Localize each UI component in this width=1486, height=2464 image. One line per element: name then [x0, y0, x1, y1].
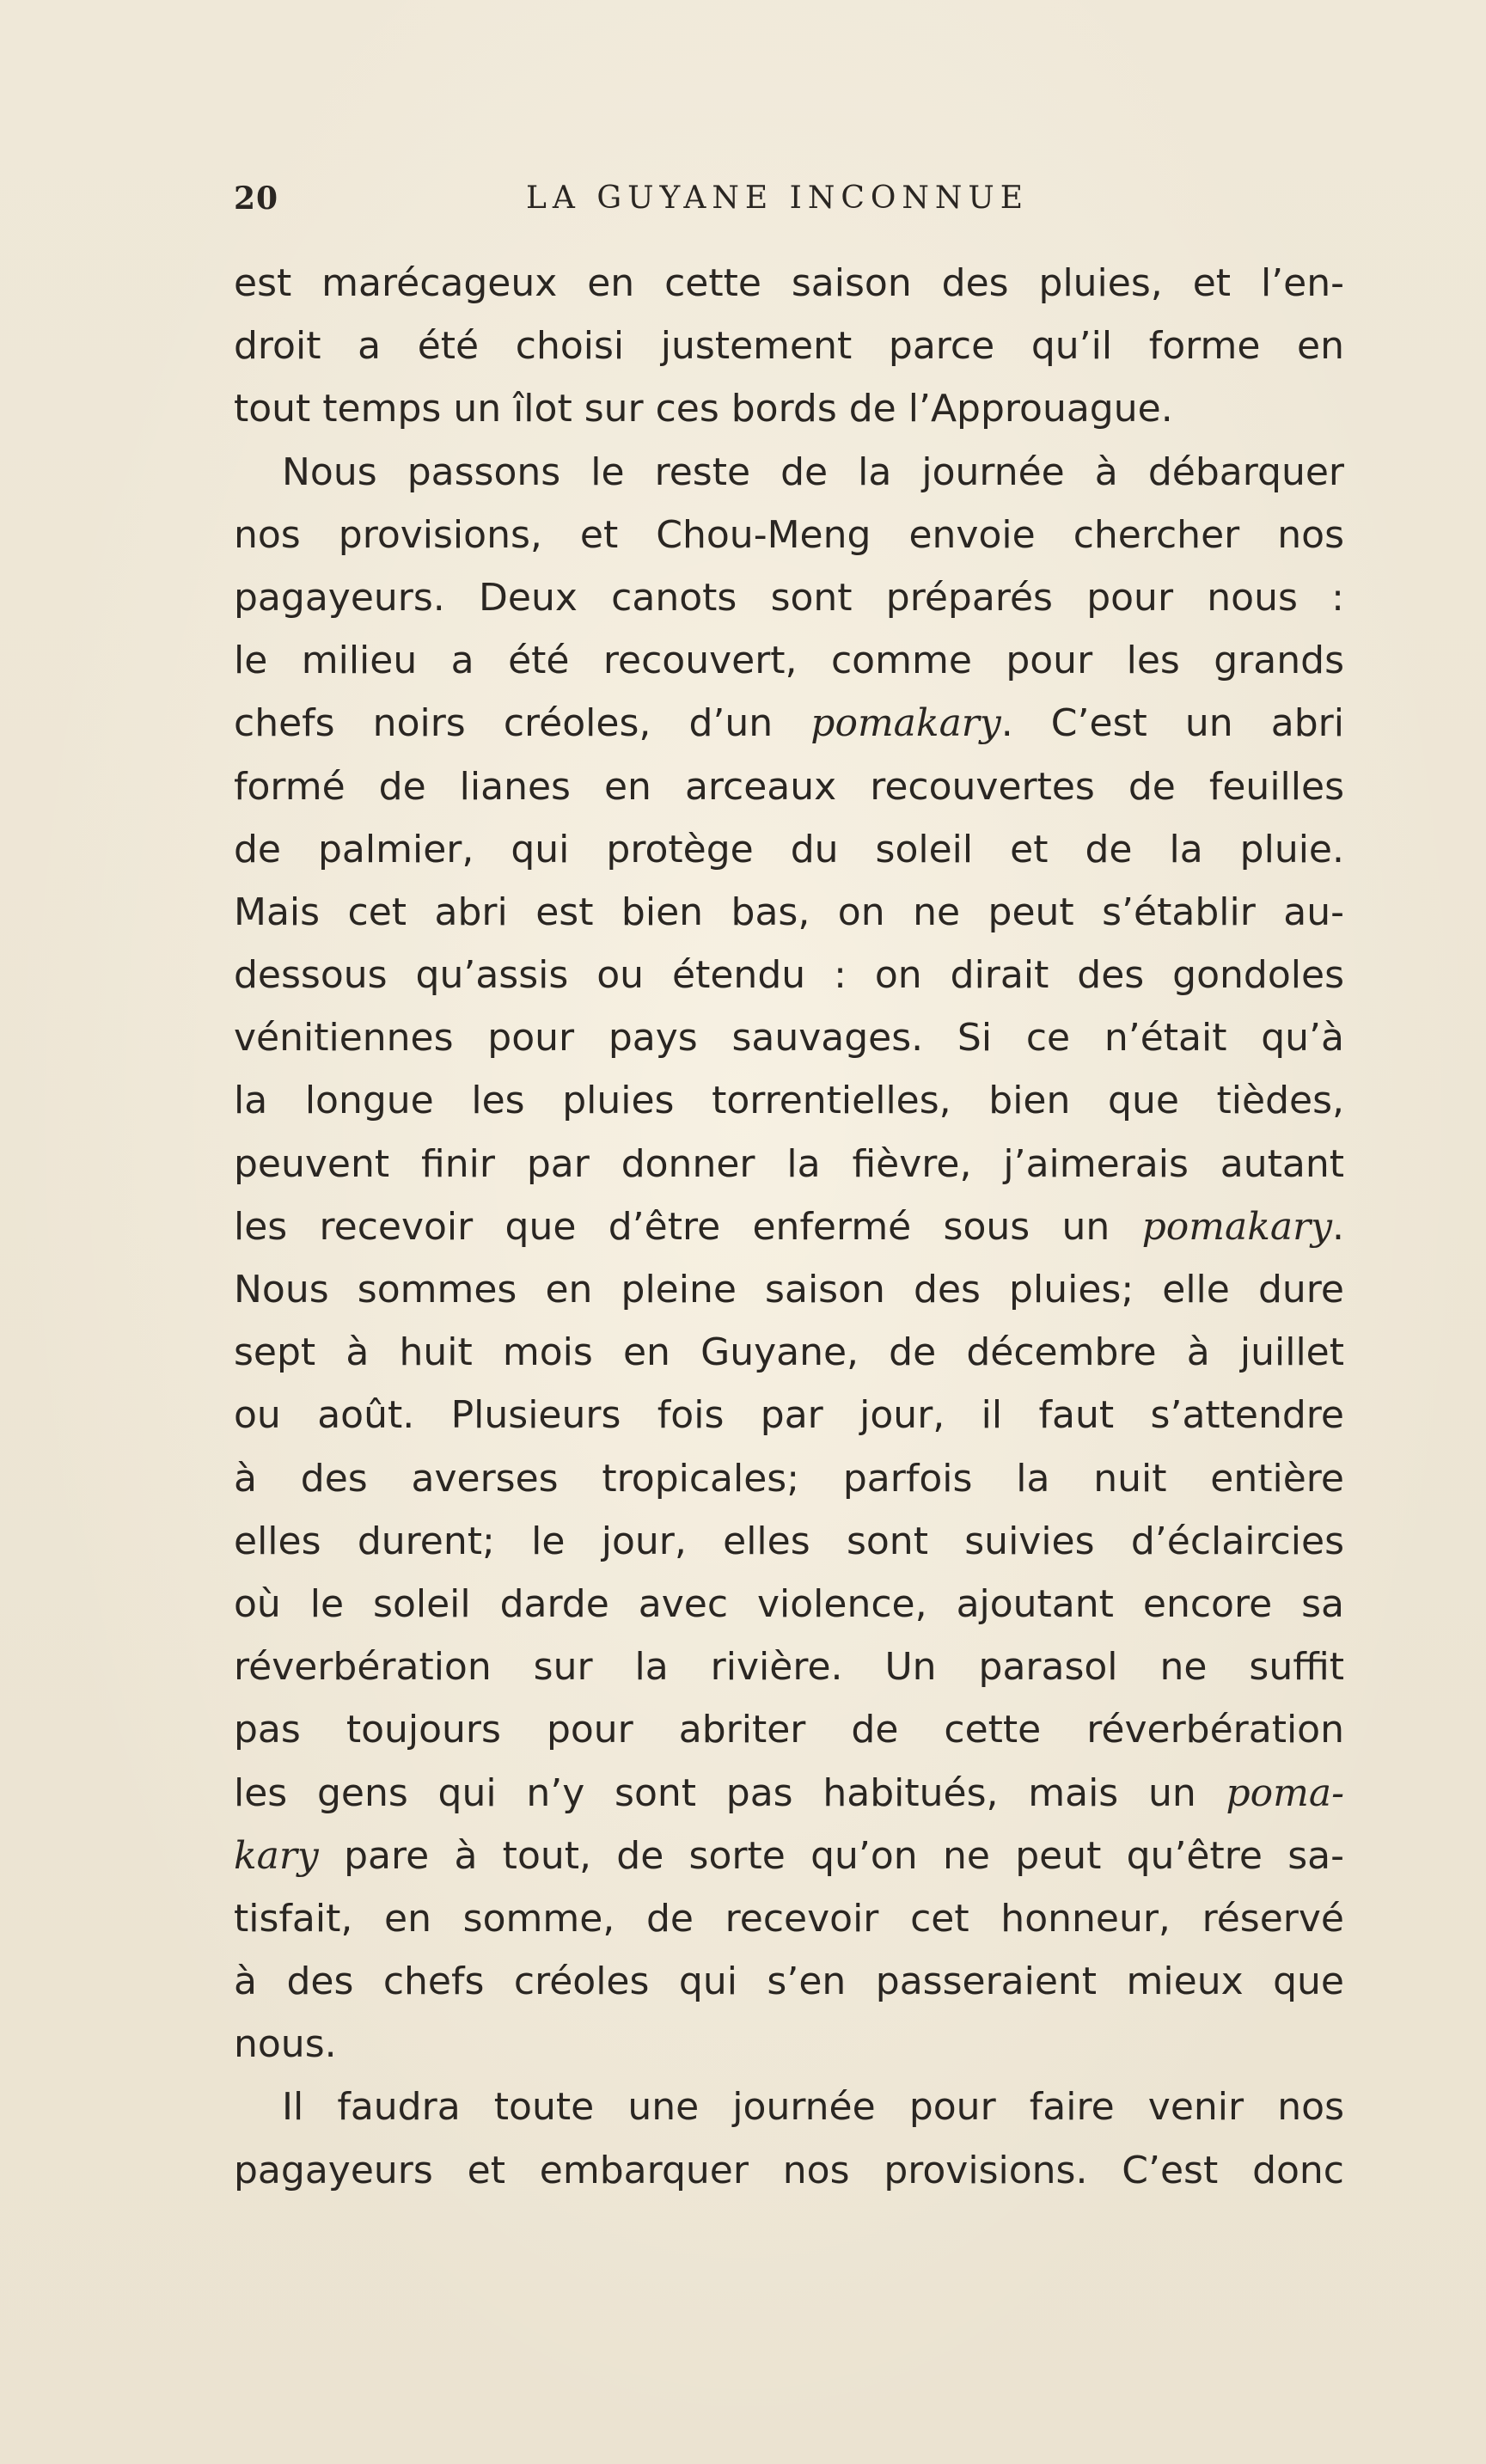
text-fragment: les gens qui n’y sont pas habitués, mais un — [234, 1770, 1226, 1815]
italic-term: poma- — [1226, 1770, 1344, 1815]
text-line: Nous passons le reste de la journée à débarquer — [282, 449, 1344, 494]
text-line: droit a été choisi justement parce qu’il forme en — [234, 324, 1344, 369]
text-line: à des chefs créoles qui s’en passeraient mieux que — [234, 1960, 1344, 2004]
text-line: formé de lianes en arceaux recouvertes de feuilles — [234, 764, 1344, 809]
text-line: est marécageux en cette saison des pluies, et l’en- — [234, 261, 1344, 305]
text-line: sept à huit mois en Guyane, de décembre à juillet — [234, 1330, 1344, 1375]
text-line: le milieu a été recouvert, comme pour les grands — [234, 639, 1344, 683]
text-line: réverbération sur la rivière. Un parasol ne suffit — [234, 1645, 1344, 1690]
text-line: Il faudra toute une journée pour faire venir nos — [282, 2085, 1344, 2130]
running-title: LA GUYANE INCONNUE — [526, 180, 1030, 216]
italic-term: kary — [234, 1833, 319, 1878]
text-line: pas toujours pour abriter de cette réverbération — [234, 1708, 1344, 1752]
text-fragment: pare à tout, de sorte qu’on ne peut qu’être sa- — [318, 1833, 1344, 1878]
text-fragment: . — [1332, 1204, 1344, 1249]
text-line: pagayeurs. Deux canots sont préparés pour nous : — [234, 575, 1344, 620]
text-line: où le soleil darde avec violence, ajoutant encore sa — [234, 1581, 1344, 1626]
text-fragment: les recevoir que d’être enfermé sous un — [234, 1204, 1142, 1249]
body-text — [234, 252, 1344, 2202]
text-line: de palmier, qui protège du soleil et de la pluie. — [234, 827, 1344, 871]
text-line: vénitiennes pour pays sauvages. Si ce n’était qu’à — [234, 1016, 1344, 1061]
text-line: tout temps un îlot sur ces bords de l’Approuague. — [234, 387, 1173, 431]
text-fragment: chefs noirs créoles, d’un — [234, 701, 811, 746]
text-line: Nous sommes en pleine saison des pluies; elle dure — [234, 1268, 1344, 1311]
text-line — [234, 1825, 1344, 1887]
italic-term: pomakary — [1141, 1204, 1332, 1249]
text-line: pagayeurs et embarquer nos provisions. C’est donc — [234, 2148, 1344, 2192]
text-line — [234, 692, 1344, 755]
text-line: nous. — [234, 2022, 337, 2067]
text-line: elles durent; le jour, elles sont suivies d’éclaircies — [234, 1519, 1344, 1563]
text-line: peuvent finir par donner la fièvre, j’aimerais autant — [234, 1141, 1344, 1186]
text-line: ou août. Plusieurs fois par jour, il faut s’attendre — [234, 1393, 1344, 1438]
text-line — [234, 1195, 1344, 1258]
italic-term: pomakary — [810, 701, 1001, 746]
text-line — [234, 1762, 1344, 1825]
text-fragment: . C’est un abri — [1000, 701, 1344, 746]
text-line: nos provisions, et Chou-Meng envoie chercher nos — [234, 512, 1344, 557]
text-line: la longue les pluies torrentielles, bien que tièdes, — [234, 1079, 1344, 1123]
text-line: Mais cet abri est bien bas, on ne peut s’établir au- — [234, 890, 1344, 934]
running-header — [234, 180, 1342, 232]
text-line: tisfait, en somme, de recevoir cet honneur, réservé — [234, 1896, 1344, 1941]
page-number: 20 — [234, 180, 279, 217]
text-line: à des averses tropicales; parfois la nuit entière — [234, 1456, 1344, 1501]
text-line: dessous qu’assis ou étendu : on dirait des gondoles — [234, 953, 1344, 998]
